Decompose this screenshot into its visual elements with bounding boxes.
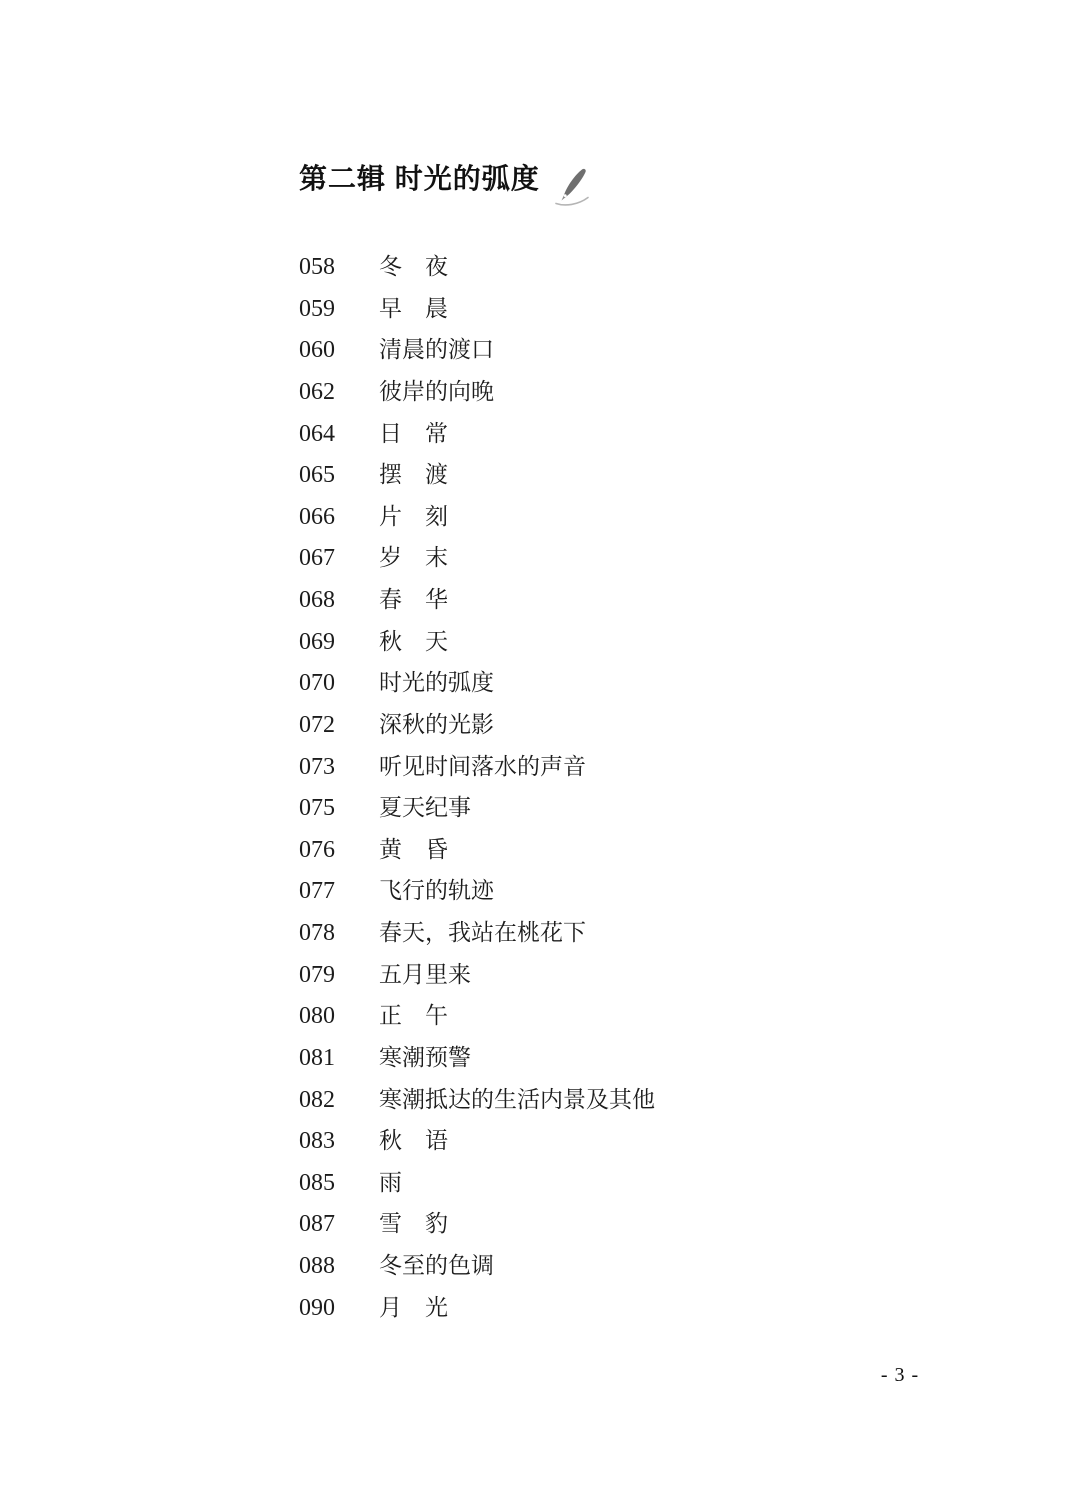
toc-entry (299, 912, 919, 954)
toc-entry-title: 正 午 (379, 1003, 448, 1029)
toc-entry-title: 飞行的轨迹 (379, 878, 494, 904)
toc-entry (299, 454, 919, 496)
toc-entry-page-number: 078 (299, 920, 335, 946)
toc-entry-page-number: 058 (299, 254, 335, 280)
toc-entry-title: 春天，我站在桃花下 (379, 920, 586, 945)
toc-entry (299, 329, 919, 371)
toc-entry (299, 1245, 919, 1287)
toc-entry-title: 清晨的渡口 (379, 337, 494, 363)
toc-entry-title: 雨 (379, 1169, 402, 1195)
toc-entry (299, 537, 919, 579)
toc-entry-page-number: 072 (299, 711, 335, 738)
toc-entry-title: 月 光 (379, 1294, 448, 1320)
toc-entry-title: 日 常 (379, 420, 448, 446)
page-number-footer: - 3 - (880, 1364, 920, 1386)
toc-entry (299, 787, 919, 829)
toc-entry-title: 摆 渡 (379, 462, 448, 488)
toc-entry (299, 1079, 919, 1121)
toc-entry-page-number: 070 (299, 670, 335, 697)
toc-entry-page-number: 083 (299, 1128, 335, 1155)
toc-entry (299, 413, 919, 455)
toc-list (299, 246, 919, 1328)
quill-pen-icon (552, 167, 590, 212)
toc-entry-title: 彼岸的向晚 (379, 378, 494, 404)
toc-entry-page-number: 068 (299, 587, 335, 613)
toc-entry-title: 黄 昏 (379, 836, 448, 862)
toc-entry-page-number: 076 (299, 836, 335, 863)
toc-entry-page-number: 077 (299, 878, 335, 905)
toc-entry (299, 662, 919, 704)
toc-entry (299, 829, 919, 871)
toc-entry-page-number: 064 (299, 420, 335, 447)
toc-entry (299, 1162, 919, 1204)
toc-entry-title: 冬 夜 (379, 254, 448, 279)
toc-entry-page-number: 073 (299, 753, 335, 780)
toc-entry (299, 1120, 919, 1162)
toc-entry-title: 雪 豹 (379, 1211, 448, 1237)
toc-entry-title: 早 晨 (379, 295, 448, 321)
toc-entry-page-number: 069 (299, 628, 335, 655)
toc-entry-page-number: 090 (299, 1294, 335, 1321)
toc-entry-title: 夏天纪事 (379, 795, 471, 821)
toc-entry (299, 870, 919, 912)
toc-entry-title: 时光的弧度 (379, 670, 494, 696)
toc-entry (299, 621, 919, 663)
toc-entry (299, 1037, 919, 1079)
toc-entry-page-number: 065 (299, 462, 335, 489)
toc-entry (299, 746, 919, 788)
section-title: 第二辑 时光的弧度 (299, 163, 540, 194)
toc-entry (299, 1287, 919, 1329)
toc-entry (299, 246, 919, 288)
toc-entry (299, 371, 919, 413)
toc-entry-title: 深秋的光影 (379, 711, 494, 737)
toc-entry-page-number: 088 (299, 1253, 335, 1279)
toc-entry (299, 954, 919, 996)
toc-entry-page-number: 082 (299, 1086, 335, 1113)
toc-entry-title: 岁 末 (379, 545, 448, 571)
toc-entry-title: 五月里来 (379, 961, 471, 987)
toc-entry-page-number: 081 (299, 1044, 335, 1071)
toc-entry (299, 995, 919, 1037)
toc-entry (299, 1203, 919, 1245)
toc-entry-title: 寒潮预警 (379, 1044, 471, 1070)
toc-entry-page-number: 080 (299, 1003, 335, 1030)
toc-entry (299, 704, 919, 746)
toc-entry-page-number: 075 (299, 795, 335, 822)
toc-entry-title: 春 华 (379, 587, 448, 612)
toc-entry-title: 冬至的色调 (379, 1253, 494, 1278)
toc-entry-page-number: 066 (299, 503, 335, 530)
toc-entry (299, 496, 919, 538)
toc-entry-title: 秋 语 (379, 1128, 448, 1154)
toc-entry-page-number: 060 (299, 337, 335, 364)
toc-entry-page-number: 067 (299, 545, 335, 572)
toc-entry-page-number: 085 (299, 1169, 335, 1196)
toc-entry (299, 579, 919, 621)
section-header (299, 161, 590, 212)
toc-entry-title: 片 刻 (379, 503, 448, 529)
toc-entry-page-number: 087 (299, 1211, 335, 1238)
toc-entry-page-number: 079 (299, 961, 335, 988)
toc-entry-page-number: 059 (299, 295, 335, 322)
toc-entry (299, 288, 919, 330)
toc-entry-page-number: 062 (299, 378, 335, 405)
toc-entry-title: 秋 天 (379, 628, 448, 654)
toc-entry-title: 寒潮抵达的生活内景及其他 (379, 1086, 655, 1112)
toc-entry-title: 听见时间落水的声音 (379, 753, 586, 779)
